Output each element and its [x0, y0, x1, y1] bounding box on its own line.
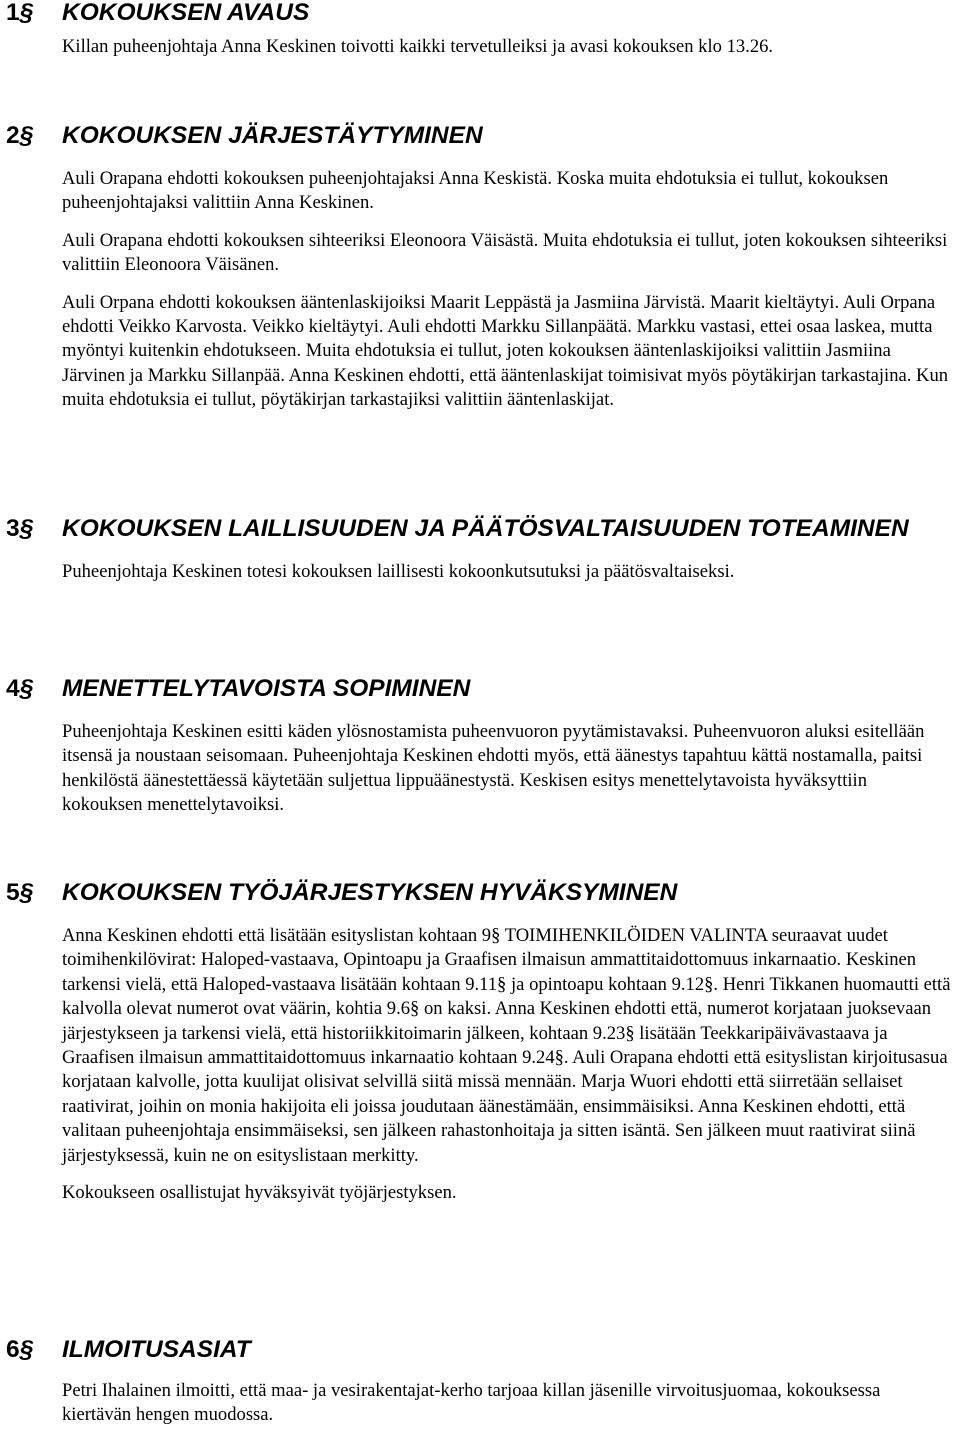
paragraph: Auli Orapana ehdotti kokouksen puheenjohtajaksi Anna Keskistä. Koska muita ehdotuksia ei tullut, kokouksen puheenjohtajaksi valittiin Anna Keskinen. — [62, 168, 889, 214]
section-title: KOKOUKSEN JÄRJESTÄYTYMINEN — [62, 122, 483, 149]
paragraph: Puheenjohtaja Keskinen totesi kokouksen laillisesti kokoonkutsutuksi ja päätösvaltaiseksi. — [62, 561, 735, 582]
section-1 — [6, 0, 952, 59]
section-title: KOKOUKSEN TYÖJÄRJESTYKSEN HYVÄKSYMINEN — [62, 879, 678, 906]
section-heading — [6, 672, 952, 705]
section-title: KOKOUKSEN LAILLISUUDEN JA PÄÄTÖSVALTAISUUDEN TOTEAMINEN — [62, 515, 909, 542]
paragraph: Anna Keskinen ehdotti että lisätään esityslistan kohtaan 9§ TOIMIHENKILÖIDEN VALINTA seuraavat uudet toimihenkilövirat: Haloped-vastaava, Opintoapu ja Graafisen ilmaisun ammattitaidottomuus inkarnaatio. Keskinen tarkensi vielä, että Haloped-vastaava lisätään kohtaan 9.11§ ja opintoapu kohtaan 9.12§. Henri Tikkanen huomautti että kalvolla olevat numerot ovat väärin, kohtia 9.6§ on kaksi. Anna Keskinen ehdotti että, numerot korjataan juoksevaan järjestykseen ja tarkensi vielä, että historiikkitoimarin jälkeen, kohtaan 9.23§ lisätään Teekkaripäivävastaava ja Graafisen ilmaisun ammattitaidottomuus inkarnaatio kohtaan 9.24§. Auli Orapana ehdotti että esityslistan kirjoitusasua korjataan kalvolle, jotta kuulijat olisivat selvillä siitä missä mennään. Marja Wuori ehdotti että siirretään sellaiset raativirat, joihin on monia hakijoita eli joissa joudutaan äänestämään, ensimmäisiksi. Anna Keskinen ehdotti, että valitaan puheenjohtaja ensimmäiseksi, sen jälkeen rahastonhoitaja ja sitten isäntä. Sen jälkeen muut raativirat siinä järjestyksessä, kuin ne on esityslistaan merkitty. — [62, 925, 951, 1166]
section-title: MENETTELYTAVOISTA SOPIMINEN — [62, 675, 471, 702]
paragraph: Petri Ihalainen ilmoitti, että maa- ja vesirakentajat-kerho tarjoaa killan jäsenille virvoitusjuomaa, kokouksessa kiertävän hengen muodossa. — [62, 1380, 881, 1426]
section-heading — [6, 512, 952, 545]
section-number: 6 — [6, 1336, 20, 1363]
section-5 — [6, 876, 952, 1205]
paragraph: Puheenjohtaja Keskinen esitti käden ylösnostamista puheenvuoron pyytämistavaksi. Puheenvuoron aluksi esitellään itsensä ja noustaan seisomaan. Puheenjohtaja Keskinen ehdotti myös, että äänestys tapahtuu kättä nostamalla, paitsi henkilöstä äänestettäessä käytetään suljettua lippuäänestystä. Keskisen esitys menettelytavoista hyväksyttiin kokouksen menettelytavoiksi. — [62, 721, 925, 816]
paragraph: Auli Orpana ehdotti kokouksen ääntenlaskijoiksi Maarit Leppästä ja Jasmiina Järvistä. Maarit kieltäytyi. Auli Orpana ehdotti Veikko Karvosta. Veikko kieltäytyi. Auli ehdotti Markku Sillanpäätä. Markku vastasi, ettei osaa laskea, mutta myöntyi kuitenkin ehdotukseen. Muita ehdotuksia ei tullut, joten kokouksen ääntenlaskijoiksi valittiin Jasmiina Järvinen ja Markku Sillanpää. Anna Keskinen ehdotti, että ääntenlaskijat toimisivat myös pöytäkirjan tarkastajina. Kun muita ehdotuksia ei tullut, pöytäkirjan tarkastajiksi valittiin ääntenlaskijat. — [62, 291, 949, 411]
section-number: 2 — [6, 122, 20, 149]
section-sign: § — [19, 675, 34, 702]
section-sign: § — [19, 879, 34, 906]
section-sign: § — [19, 0, 34, 26]
section-6 — [6, 1333, 952, 1428]
section-2 — [6, 119, 952, 413]
section-heading — [6, 876, 952, 909]
section-sign: § — [19, 1336, 34, 1363]
section-title: ILMOITUSASIAT — [62, 1336, 251, 1363]
paragraph: Kokoukseen osallistujat hyväksyivät työjärjestyksen. — [62, 1182, 457, 1204]
section-heading — [6, 0, 952, 29]
section-sign: § — [19, 122, 34, 149]
section-3 — [6, 512, 952, 584]
section-heading — [6, 1333, 952, 1366]
section-title: KOKOUKSEN AVAUS — [62, 0, 310, 26]
section-sign: § — [19, 515, 34, 542]
paragraph: Killan puheenjohtaja Anna Keskinen toivotti kaikki tervetulleiksi ja avasi kokouksen klo 13.26. — [62, 36, 774, 57]
section-number: 4 — [6, 675, 20, 702]
section-number: 5 — [6, 879, 20, 906]
section-number: 1 — [6, 0, 20, 26]
paragraph: Auli Orapana ehdotti kokouksen sihteeriksi Eleonoora Väisästä. Muita ehdotuksia ei tullut, joten kokouksen sihteeriksi valittiin Eleonoora Väisänen. — [62, 229, 948, 276]
section-4 — [6, 672, 952, 818]
section-heading — [6, 119, 952, 152]
section-number: 3 — [6, 515, 20, 542]
